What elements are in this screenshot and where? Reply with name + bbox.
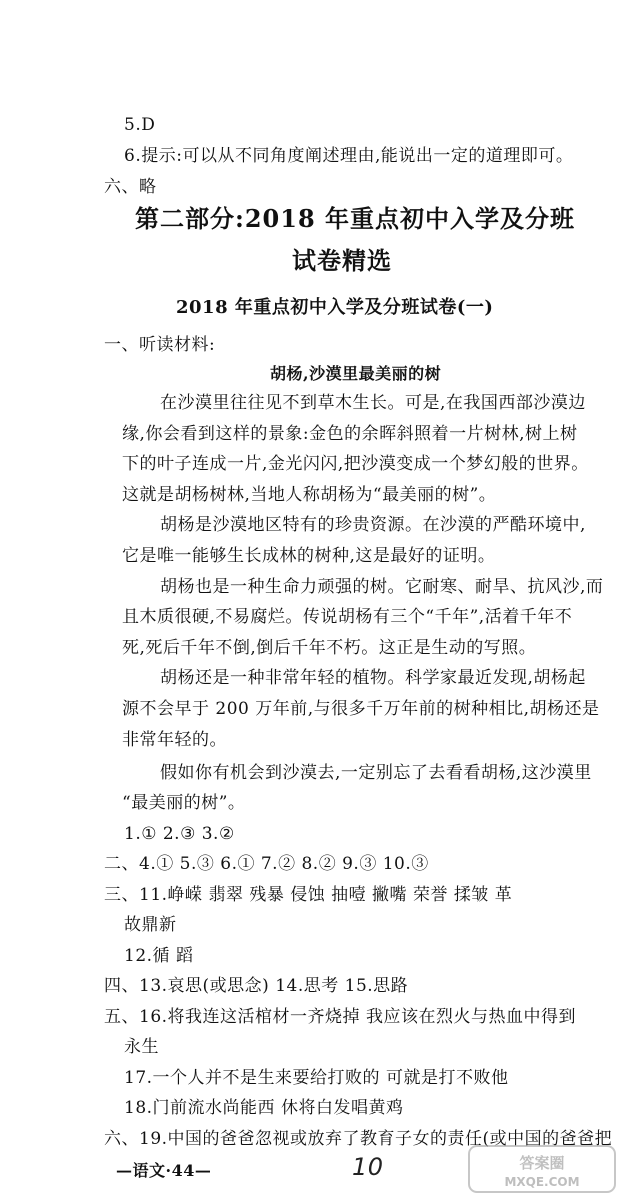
answer-row: 六、19.中国的爸爸忽视或放弃了教育子女的责任(或中国的爸爸把 [104,1129,613,1149]
passage-line: 假如你有机会到沙漠去,一定别忘了去看看胡杨,这沙漠里 [160,763,592,783]
passage-line: 下的叶子连成一片,金光闪闪,把沙漠变成一个梦幻般的世界。 [122,454,589,474]
passage-line: 胡杨还是一种非常年轻的植物。科学家最近发现,胡杨起 [160,668,586,688]
answer-row: 永生 [124,1037,159,1057]
passage-line: 它是唯一能够生长成林的树种,这是最好的证明。 [122,546,496,566]
passage-line: 胡杨是沙漠地区特有的珍贵资源。在沙漠的严酷环境中, [160,515,586,535]
svg-text:答案圈: 答案圈 [519,1154,565,1172]
passage-line: 这就是胡杨树林,当地人称胡杨为“最美丽的树”。 [122,485,497,505]
passage-line: 且木质很硬,不易腐烂。传说胡杨有三个“千年”,活着千年不 [122,607,573,627]
page-footer: —语文·44— [116,1161,212,1180]
passage-title: 胡杨,沙漠里最美丽的树 [270,364,442,383]
passage-line: “最美丽的树”。 [122,793,246,813]
answer-row: 17.一个人并不是生来要给打败的 可就是打不败他 [124,1068,509,1088]
passage-line: 死,死后千年不倒,倒后千年不朽。这正是生动的写照。 [122,638,537,658]
answer-row: 12.循 蹈 [124,946,194,966]
answer-row: 故鼎新 [124,915,177,935]
answer-row: 三、11.峥嵘 翡翠 残暴 侵蚀 抽噎 撇嘴 荣誉 揉皱 革 [104,885,513,905]
svg-text:MXQE.COM: MXQE.COM [504,1175,580,1189]
section-one-label: 一、听读材料: [104,335,216,355]
answer-5: 5.D [124,115,156,135]
exam-title: 2018 年重点初中入学及分班试卷(一) [176,297,494,318]
watermark-logo [467,1144,617,1194]
part-title-line-1: 第二部分:2018 年重点初中入学及分班 [135,204,576,233]
answer-row: 四、13.哀思(或思念) 14.思考 15.思路 [104,976,409,996]
answer-row: 二、4.① 5.③ 6.① 7.② 8.② 9.③ 10.③ [104,854,429,874]
answer-6: 6.提示:可以从不同角度阐述理由,能说出一定的道理即可。 [124,146,574,166]
answer-row: 1.① 2.③ 3.② [124,824,235,844]
passage-line: 缘,你会看到这样的景象:金色的余晖斜照着一片树林,树上树 [122,424,578,444]
answer-row: 18.门前流水尚能西 休将白发唱黄鸡 [124,1098,404,1118]
passage-line: 胡杨也是一种生命力顽强的树。它耐寒、耐旱、抗风沙,而 [160,577,604,597]
passage-line: 源不会早于 200 万年前,与很多千万年前的树种相比,胡杨还是 [122,699,600,719]
part-title-line-2: 试卷精选 [292,246,392,275]
passage-line: 非常年轻的。 [122,730,227,750]
handwritten-number: 10 [352,1153,384,1181]
answer-row: 五、16.将我连这活棺材一齐烧掉 我应该在烈火与热血中得到 [104,1007,576,1027]
section-six: 六、略 [104,177,157,197]
passage-line: 在沙漠里往往见不到草木生长。可是,在我国西部沙漠边 [160,393,586,413]
